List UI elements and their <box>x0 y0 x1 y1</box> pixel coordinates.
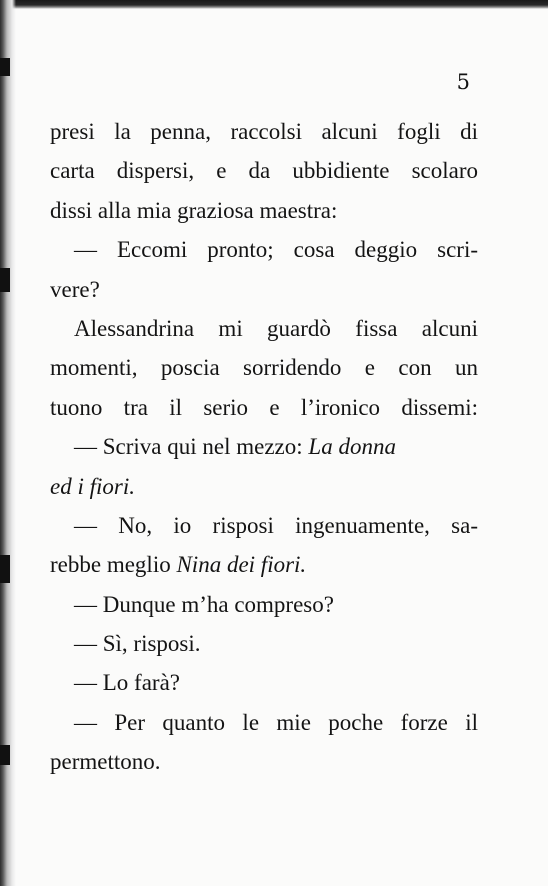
text-line <box>50 545 478 584</box>
text-line: Alessandrina mi guardò fissa alcuni <box>74 315 478 341</box>
text-line: carta dispersi, e da ubbidiente scolaro <box>50 158 478 184</box>
text-line: permettono. <box>50 749 161 775</box>
dialogue-line: — Sì, risposi. <box>74 631 201 657</box>
italic-title: Nina dei fiori. <box>176 552 307 578</box>
binding-edge-shadow <box>0 0 16 886</box>
dialogue-text: — Scriva qui nel mezzo: <box>74 434 309 460</box>
italic-title: ed i fiori. <box>50 473 135 499</box>
text-line: dissi alla mia graziosa maestra: <box>50 197 338 223</box>
binding-mark <box>0 268 10 292</box>
italic-title: La donna <box>308 434 396 460</box>
page-number: 5 <box>456 70 470 94</box>
dialogue-line: — No, io risposi ingenuamente, sa- <box>74 512 478 538</box>
binding-mark <box>0 555 10 583</box>
dialogue-text: rebbe meglio <box>50 552 177 578</box>
body-text <box>50 112 478 782</box>
binding-mark <box>0 745 10 765</box>
dialogue-line <box>50 427 478 466</box>
dialogue-line: — Per quanto le mie poche forze il <box>74 709 478 735</box>
text-line: presi la penna, raccolsi alcuni fogli di <box>50 119 478 144</box>
dialogue-line: — Lo farà? <box>74 670 180 696</box>
dialogue-line: — Dunque m’ha compreso? <box>74 591 334 617</box>
dialogue-line: — Eccomi pronto; cosa deggio scri- <box>74 237 478 263</box>
text-line: momenti, poscia sorridendo e con un <box>50 355 478 381</box>
text-line: tuono tra il serio e l’ironico dissemi: <box>50 394 478 420</box>
text-line: vere? <box>50 276 100 302</box>
page-top-shadow <box>0 0 548 9</box>
binding-mark <box>0 58 10 76</box>
